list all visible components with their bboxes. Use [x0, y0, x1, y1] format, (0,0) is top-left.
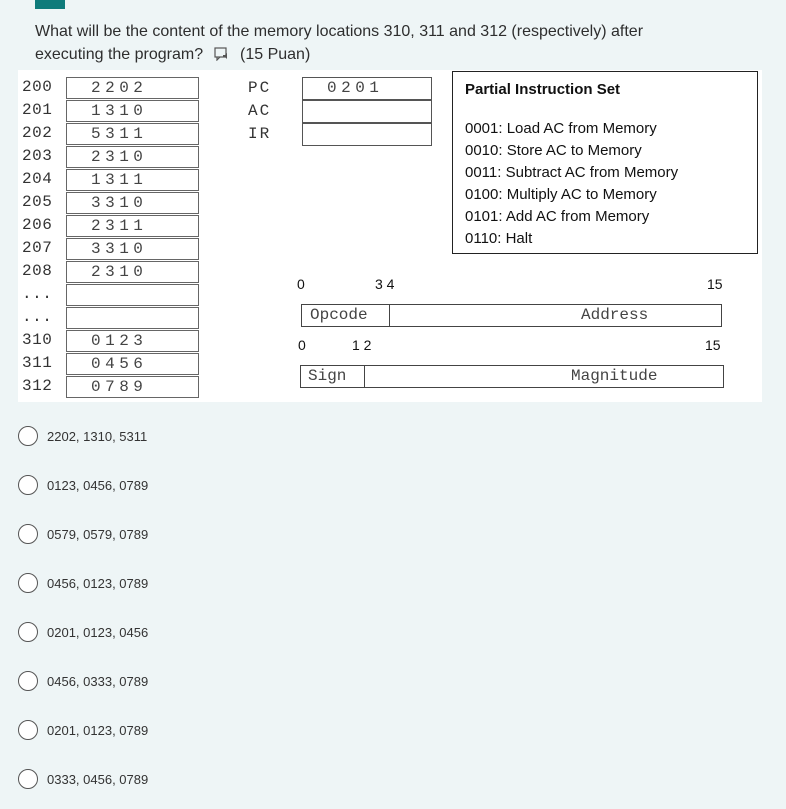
memory-value: 3310 [66, 238, 199, 260]
memory-value: 1311 [66, 169, 199, 191]
magnitude-field: Magnitude [571, 367, 658, 385]
option-label: 0123, 0456, 0789 [47, 478, 149, 493]
memory-value: 2202 [66, 77, 199, 99]
memory-value: 0456 [66, 353, 199, 375]
memory-address: 310 [22, 331, 53, 349]
data-format-box [300, 365, 724, 388]
memory-address: 207 [22, 239, 53, 257]
radio-button[interactable] [18, 769, 38, 789]
instruction-item: 0011: Subtract AC from Memory [465, 164, 679, 181]
speaker-icon[interactable] [214, 45, 230, 59]
option-label: 0333, 0456, 0789 [47, 772, 149, 787]
radio-button[interactable] [18, 671, 38, 691]
ir-register [302, 123, 432, 146]
radio-button[interactable] [18, 573, 38, 593]
question-text [35, 20, 735, 66]
opcode-field: Opcode [310, 306, 368, 324]
radio-button[interactable] [18, 622, 38, 642]
memory-address: 203 [22, 147, 53, 165]
option-label: 0456, 0123, 0789 [47, 576, 149, 591]
ac-label: AC [248, 102, 272, 120]
memory-address: 202 [22, 124, 53, 142]
instr-bit-end: 15 [707, 276, 723, 292]
memory-value: 2311 [66, 215, 199, 237]
instr-bit-start: 0 [297, 276, 305, 292]
option-label: 0201, 0123, 0456 [47, 625, 149, 640]
memory-address: 200 [22, 78, 53, 96]
memory-value: 0789 [66, 376, 199, 398]
instruction-item: 0010: Store AC to Memory [465, 142, 642, 159]
problem-figure [18, 70, 762, 402]
memory-value: 3310 [66, 192, 199, 214]
data-bit-split: 1 2 [352, 337, 372, 353]
memory-value [66, 284, 199, 306]
instruction-list [465, 118, 678, 250]
radio-button[interactable] [18, 475, 38, 495]
instr-bit-split: 3 4 [375, 276, 395, 292]
pc-register: 0201 [302, 77, 432, 100]
memory-address: 204 [22, 170, 53, 188]
instruction-set-box [452, 71, 758, 254]
question-points: (15 Puan) [240, 46, 311, 63]
memory-value: 1310 [66, 100, 199, 122]
memory-address: 201 [22, 101, 53, 119]
format-divider [364, 366, 365, 387]
option-label: 0201, 0123, 0789 [47, 723, 149, 738]
address-field: Address [581, 306, 649, 324]
memory-address: 205 [22, 193, 53, 211]
ir-label: IR [248, 125, 272, 143]
radio-button[interactable] [18, 720, 38, 740]
data-bit-end: 15 [705, 337, 721, 353]
memory-address: 312 [22, 377, 53, 395]
memory-value: 0123 [66, 330, 199, 352]
memory-address: ... [22, 308, 53, 326]
option-label: 0579, 0579, 0789 [47, 527, 149, 542]
format-divider [389, 305, 390, 326]
memory-value [66, 307, 199, 329]
instruction-set-title: Partial Instruction Set [465, 81, 621, 98]
instruction-item: 0101: Add AC from Memory [465, 208, 650, 225]
ac-register [302, 100, 432, 123]
accent-bar [35, 0, 65, 9]
instruction-format-box [301, 304, 722, 327]
memory-value: 2310 [66, 261, 199, 283]
question-line-1: What will be the content of the memory locations 310, 311 and 312 (respectively) after [35, 23, 644, 40]
instruction-item: 0001: Load AC from Memory [465, 120, 657, 137]
question-line-2-text: executing the program? [35, 46, 204, 63]
pc-label: PC [248, 79, 272, 97]
data-bit-start: 0 [298, 337, 306, 353]
memory-address: ... [22, 285, 53, 303]
memory-address: 311 [22, 354, 53, 372]
option-label: 2202, 1310, 5311 [47, 429, 148, 444]
option-label: 0456, 0333, 0789 [47, 674, 149, 689]
radio-button[interactable] [18, 426, 38, 446]
instruction-item: 0100: Multiply AC to Memory [465, 186, 657, 203]
question-line-2 [35, 43, 735, 66]
sign-field: Sign [308, 367, 347, 385]
memory-address: 208 [22, 262, 53, 280]
memory-value: 5311 [66, 123, 199, 145]
instruction-item: 0110: Halt [465, 230, 533, 247]
memory-address: 206 [22, 216, 53, 234]
memory-value: 2310 [66, 146, 199, 168]
radio-button[interactable] [18, 524, 38, 544]
